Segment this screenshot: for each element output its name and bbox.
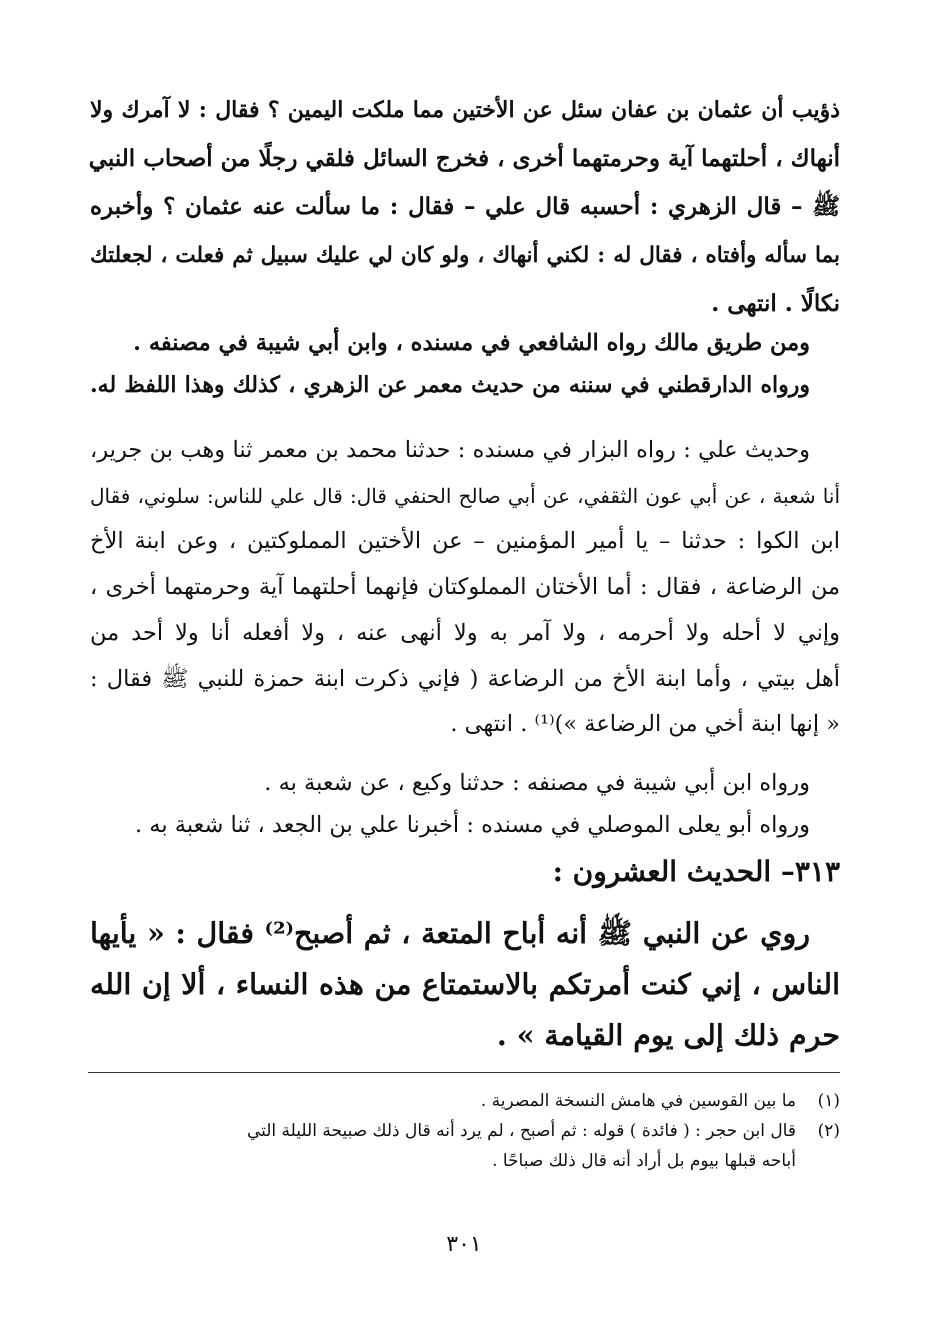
footnote-divider (88, 1072, 840, 1073)
paragraph-hadith-20 (90, 908, 840, 1061)
text-line: وإني لا أحله ولا أحرمه ، ولا آمر به ولا أنهى عنه ، ولا أفعله أنا ولا أحد من (90, 619, 840, 646)
text-line: أنا شعبة ، عن أبي عون الثقفي، عن أبي صالح الحنفي قال: قال علي للناس: سلوني، فقال (90, 483, 840, 508)
text-line: ورواه ابن أبي شيبة في مصنفه : حدثنا وكيع ، عن شعبة به . (264, 770, 810, 796)
footnote-2 (88, 1116, 840, 1176)
text-line: ابن الكوا : حدثنا – يا أمير المؤمنين – عن الأختين المملوكتين ، وعن ابنة الأخ (90, 528, 840, 555)
section-heading: ٣١٣– الحديث العشرون : (552, 855, 840, 888)
text-line: ومن طريق مالك رواه الشافعي في مسنده ، وابن أبي شيبة في مصنفه . (133, 330, 810, 356)
text-line: ﷺ – قال الزهري : أحسبه قال علي – فقال : ما سألت عنه عثمان ؟ وأخبره (90, 193, 840, 220)
text-line: حرم ذلك إلى يوم القيامة » . (496, 1018, 840, 1052)
paragraph-intro (90, 86, 840, 329)
text-line: أهل بيتي ، وأما ابنة الأخ من الرضاعة ( فإني ذكرت ابنة حمزة للنبي ﷺ فقال : (90, 665, 840, 692)
footnote-number: (٢) (817, 1121, 840, 1141)
text-line: نكالًا . انتهى . (711, 290, 840, 317)
text-line: من الرضاعة ، فقال : أما الأختان المملوكتان فإنهما أحلتهما آية وحرمتهما أخرى ، (90, 574, 840, 601)
text-line: روي عن النبي ﷺ أنه أباح المتعة ، ثم أصبح⁽²⁾ فقال : « يأيها (90, 916, 811, 950)
footnote-number: (١) (817, 1091, 840, 1111)
footnote-1 (88, 1086, 840, 1116)
text-line: ورواه الدارقطني في سننه من حديث معمر عن الزهري ، كذلك وهذا اللفظ له. (90, 372, 810, 398)
paragraph-malik (90, 322, 810, 406)
text-line: ذؤيب أن عثمان بن عفان سئل عن الأختين مما ملكت اليمين ؟ فقال : لا آمرك ولا (90, 97, 840, 123)
footnote-text: ما بين القوسين في هامش النسخة المصرية . (480, 1091, 796, 1111)
paragraph-ali-hadith (90, 428, 840, 748)
text-line: وحديث علي : رواه البزار في مسنده : حدثنا محمد بن معمر ثنا وهب بن جرير، (90, 437, 810, 463)
text-line: « إنها ابنة أخي من الرضاعة »)⁽¹⁾ . انتهى . (450, 711, 840, 738)
page-number: ٣٠١ (446, 1232, 482, 1257)
paragraph-references (90, 762, 810, 846)
text-line: ورواه أبو يعلى الموصلي في مسنده : أخبرنا علي بن الجعد ، ثنا شعبة به . (134, 812, 810, 838)
footnote-text: قال ابن حجر : ( فائدة ) قوله : ثم أصبح ، لم يرد أنه قال ذلك صبيحة الليلة التي (246, 1121, 796, 1141)
footnote-text: أباحه قبلها بيوم بل أراد أنه قال ذلك صباحًا . (492, 1151, 796, 1171)
footnotes (88, 1086, 840, 1176)
text-line: الناس ، إني كنت أمرتكم بالاستمتاع من هذه النساء ، ألا إن الله (90, 967, 840, 1001)
text-line: أنهاك ، أحلتهما آية وحرمتهما أخرى ، فخرج السائل فلقي رجلًا من أصحاب النبي (88, 144, 840, 172)
text-line: بما سأله وأفتاه ، فقال له : لكني أنهاك ، ولو كان لي عليك سبيل ثم فعلت ، لجعلتك (90, 242, 840, 268)
